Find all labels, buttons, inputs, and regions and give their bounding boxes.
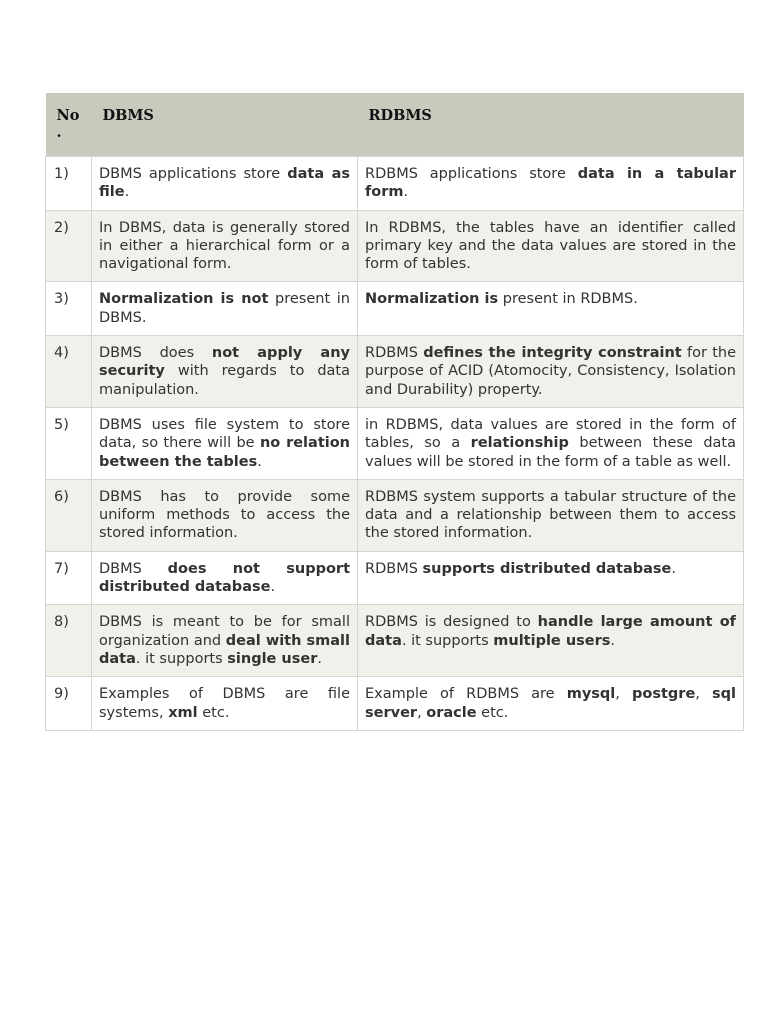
dbms-cell [92, 479, 358, 551]
dbms-text: . [317, 650, 322, 667]
dbms-text: DBMS does [99, 345, 212, 362]
dbms-text: . [124, 184, 130, 201]
dbms-text: DBMS uses file system to store data, so there will be [99, 416, 350, 452]
rdbms-text: RDBMS [365, 560, 423, 577]
dbms-bold-text: not apply any security [99, 345, 350, 380]
dbms-bold-text: data as file [99, 166, 351, 201]
rdbms-text: RDBMS applications store [365, 166, 578, 182]
table-row [46, 605, 744, 677]
row-number: 9) [46, 677, 92, 731]
rdbms-text: etc. [476, 704, 509, 721]
rdbms-text: . [671, 560, 676, 577]
dbms-text: Examples of DBMS are file systems, [99, 686, 350, 721]
table-row [46, 336, 744, 408]
dbms-bold-text: single user [227, 650, 318, 667]
dbms-cell [92, 605, 358, 677]
dbms-text: etc. [197, 704, 230, 721]
dbms-text: In DBMS, data is generally stored in either a hierarchical form or a navigational form. [99, 219, 350, 273]
rdbms-bold-text: defines the integrity constraint [423, 345, 682, 362]
dbms-text: with regards to data manipulation. [99, 363, 350, 398]
dbms-cell [92, 157, 358, 211]
dbms-bold-text: Normalization is not [99, 291, 269, 308]
dbms-bold-text: does not support distributed database [99, 560, 351, 596]
header-dbms: DBMS [92, 93, 358, 157]
rdbms-text: between these data values will be stored in the form of a table as well. [365, 435, 736, 470]
rdbms-cell [358, 605, 744, 677]
dbms-bold-text: deal with small data [99, 632, 350, 667]
rdbms-text: , [695, 686, 713, 703]
dbms-cell [92, 551, 358, 605]
table-body [46, 157, 744, 731]
dbms-cell [92, 677, 358, 731]
table-row [46, 210, 744, 282]
dbms-text: . it supports [135, 650, 228, 667]
rdbms-bold-text: relationship [470, 435, 569, 452]
rdbms-bold-text: handle large amount of data [365, 614, 736, 649]
rdbms-text: for the purpose of ACID (Atomocity, Consistency, Isolation and Durability) property. [365, 345, 737, 398]
row-number: 8) [46, 605, 92, 677]
rdbms-cell [358, 407, 744, 479]
dbms-cell [92, 336, 358, 408]
table-row [46, 407, 744, 479]
comparison-table [45, 93, 744, 731]
row-number: 2) [46, 210, 92, 282]
rdbms-text: . it supports [401, 632, 494, 649]
rdbms-text: . [403, 184, 409, 201]
rdbms-text: RDBMS is designed to [365, 614, 538, 631]
row-number: 3) [46, 282, 92, 336]
dbms-cell [92, 210, 358, 282]
rdbms-bold-text: mysql [566, 686, 616, 703]
row-number: 6) [46, 479, 92, 551]
table-row [46, 551, 744, 605]
dbms-text: . [270, 579, 276, 596]
rdbms-text: Example of RDBMS are [365, 686, 567, 703]
rdbms-text: RDBMS system supports a tabular structure of the data and a relationship between them to access the stored information. [365, 488, 736, 542]
rdbms-cell [358, 210, 744, 282]
table-header [46, 93, 744, 157]
rdbms-cell [358, 336, 744, 408]
table-row [46, 479, 744, 551]
dbms-text: DBMS applications store [99, 166, 288, 182]
table-row [46, 677, 744, 731]
rdbms-cell [358, 282, 744, 336]
rdbms-bold-text: supports distributed database [422, 560, 672, 577]
rdbms-text: , [417, 704, 427, 721]
dbms-text: DBMS [99, 560, 168, 577]
rdbms-bold-text: postgre [632, 686, 696, 703]
dbms-cell [92, 282, 358, 336]
rdbms-text: . [610, 632, 615, 649]
rdbms-cell [358, 479, 744, 551]
row-number: 7) [46, 551, 92, 605]
row-number: 5) [46, 407, 92, 479]
header-row [46, 93, 744, 157]
rdbms-text: , [615, 686, 633, 703]
dbms-text: . [257, 453, 262, 470]
rdbms-text: RDBMS [365, 345, 424, 362]
dbms-text: present in DBMS. [99, 291, 350, 326]
row-number: 1) [46, 157, 92, 211]
dbms-text: DBMS is meant to be for small organization and [99, 614, 350, 649]
table-row [46, 282, 744, 336]
rdbms-text: present in RDBMS. [498, 291, 638, 308]
rdbms-bold-text: sql server [365, 686, 737, 721]
rdbms-text: In RDBMS, the tables have an identifier called primary key and the data values are stored in the form of tables. [365, 219, 736, 273]
table-row [46, 157, 744, 211]
dbms-bold-text: xml [168, 704, 198, 721]
header-no: No . [46, 93, 92, 157]
rdbms-bold-text: Normalization is [365, 291, 499, 308]
rdbms-cell [358, 157, 744, 211]
dbms-cell [92, 407, 358, 479]
rdbms-text: in RDBMS, data values are stored in the form of tables, so a [365, 416, 736, 452]
rdbms-cell [358, 677, 744, 731]
rdbms-bold-text: data in a tabular form [365, 166, 736, 201]
dbms-text: DBMS has to provide some uniform methods to access the stored information. [99, 488, 350, 542]
rdbms-bold-text: oracle [426, 704, 477, 721]
rdbms-cell [358, 551, 744, 605]
dbms-bold-text: no relation between the tables [99, 435, 351, 470]
row-number: 4) [46, 336, 92, 408]
header-rdbms: RDBMS [358, 93, 744, 157]
rdbms-bold-text: multiple users [493, 632, 611, 649]
